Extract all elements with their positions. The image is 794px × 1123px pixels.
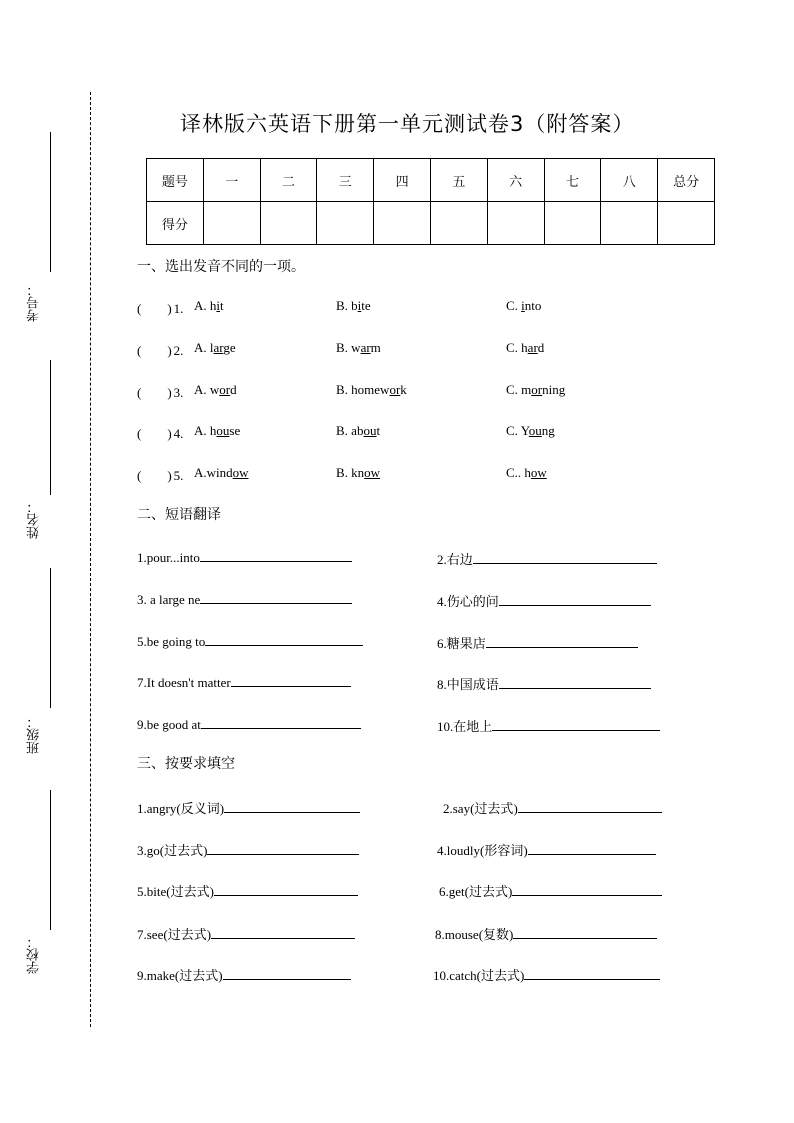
exam-number-label: 考号： <box>27 283 42 323</box>
fill-right: 6.get(过去式) <box>439 881 662 900</box>
phrase-en: 1.pour...into <box>137 549 352 566</box>
option-a: A. word <box>194 382 237 397</box>
score-cell[interactable] <box>260 202 317 245</box>
answer-blank[interactable] <box>528 842 656 855</box>
phrase-cn: 6.糖果店 <box>437 633 638 652</box>
answer-blank[interactable] <box>518 800 662 813</box>
class-line <box>50 568 51 708</box>
school-line <box>50 790 51 930</box>
school-label: 学校： <box>27 935 42 975</box>
score-col: 八 <box>601 159 658 202</box>
exam-number-line <box>50 132 51 272</box>
option-b: B. know <box>336 465 381 480</box>
answer-blank[interactable] <box>524 967 660 980</box>
answer-blank[interactable] <box>486 635 638 648</box>
class-label: 班级： <box>27 715 42 755</box>
answer-blank[interactable] <box>512 883 662 896</box>
fill-right: 8.mouse(复数) <box>435 924 657 943</box>
dashed-binding-line <box>90 92 91 1027</box>
fill-right: 4.loudly(形容词) <box>437 840 656 859</box>
phrase-cn: 4.伤心的问 <box>437 591 651 610</box>
section1-title: 一、选出发音不同的一项。 <box>137 259 305 275</box>
score-cell[interactable] <box>601 202 658 245</box>
answer-paren[interactable]: ( ) 5. <box>137 468 184 483</box>
score-table <box>146 158 715 245</box>
score-cell[interactable] <box>487 202 544 245</box>
option-b: B. warm <box>336 340 381 355</box>
option-c: C. Young <box>506 423 555 438</box>
phrase-en: 5.be going to <box>137 633 363 650</box>
score-col: 一 <box>203 159 260 202</box>
answer-blank[interactable] <box>231 674 351 687</box>
answer-paren[interactable]: ( ) 2. <box>137 343 184 358</box>
score-col: 三 <box>317 159 374 202</box>
score-table-score-row <box>147 202 715 245</box>
answer-blank[interactable] <box>224 800 360 813</box>
fill-left: 5.bite(过去式) <box>137 881 358 900</box>
answer-blank[interactable] <box>513 926 657 939</box>
fill-right: 10.catch(过去式) <box>433 965 660 984</box>
answer-blank[interactable] <box>473 551 657 564</box>
question-number: 2. <box>173 343 184 358</box>
answer-blank[interactable] <box>492 718 660 731</box>
option-b: B. bite <box>336 298 371 313</box>
score-col: 四 <box>374 159 431 202</box>
option-a: A.window <box>194 465 249 480</box>
answer-blank[interactable] <box>214 883 358 896</box>
score-row-label: 得分 <box>147 202 204 245</box>
fill-right: 2.say(过去式) <box>443 798 662 817</box>
score-cell[interactable] <box>658 202 715 245</box>
score-cell[interactable] <box>430 202 487 245</box>
phrase-en: 7.It doesn't matter <box>137 674 351 691</box>
answer-blank[interactable] <box>499 676 651 689</box>
fill-left: 7.see(过去式) <box>137 924 355 943</box>
question-number: 4. <box>173 426 184 441</box>
answer-paren[interactable]: ( ) 3. <box>137 385 184 400</box>
name-label: 姓名： <box>27 500 42 540</box>
answer-blank[interactable] <box>201 716 361 729</box>
option-b: B. homework <box>336 382 407 397</box>
answer-blank[interactable] <box>200 591 352 604</box>
score-col: 六 <box>487 159 544 202</box>
fill-left: 9.make(过去式) <box>137 965 351 984</box>
score-table-header-label: 题号 <box>147 159 204 202</box>
answer-blank[interactable] <box>211 926 355 939</box>
score-cell[interactable] <box>544 202 601 245</box>
phrase-en: 9.be good at <box>137 716 361 733</box>
answer-blank[interactable] <box>207 842 359 855</box>
answer-blank[interactable] <box>499 593 651 606</box>
question-number: 3. <box>173 385 184 400</box>
option-c: C. into <box>506 298 542 313</box>
page-title: 译林版六英语下册第一单元测试卷3（附答案） <box>180 112 635 136</box>
option-c: C.. how <box>506 465 547 480</box>
fill-left: 1.angry(反义词) <box>137 798 360 817</box>
option-a: A. large <box>194 340 236 355</box>
option-a: A. house <box>194 423 241 438</box>
score-cell[interactable] <box>374 202 431 245</box>
fill-left: 3.go(过去式) <box>137 840 359 859</box>
question-number: 5. <box>173 468 184 483</box>
phrase-cn: 8.中国成语 <box>437 674 651 693</box>
answer-blank[interactable] <box>205 633 363 646</box>
score-cell[interactable] <box>203 202 260 245</box>
answer-blank[interactable] <box>223 967 351 980</box>
phrase-en: 3. a large ne <box>137 591 352 608</box>
answer-paren[interactable]: ( ) 4. <box>137 426 184 441</box>
answer-blank[interactable] <box>200 549 352 562</box>
name-line <box>50 360 51 495</box>
section3-title: 三、按要求填空 <box>137 756 235 772</box>
option-a: A. hit <box>194 298 224 313</box>
score-col: 五 <box>430 159 487 202</box>
phrase-cn: 10.在地上 <box>437 716 660 735</box>
option-b: B. about <box>336 423 381 438</box>
score-col-total: 总分 <box>658 159 715 202</box>
score-cell[interactable] <box>317 202 374 245</box>
option-c: C. morning <box>506 382 566 397</box>
section2-title: 二、短语翻译 <box>137 507 221 523</box>
phrase-cn: 2.右边 <box>437 549 657 568</box>
answer-paren[interactable]: ( ) 1. <box>137 301 184 316</box>
score-col: 七 <box>544 159 601 202</box>
question-number: 1. <box>173 301 184 316</box>
option-c: C. hard <box>506 340 545 355</box>
score-col: 二 <box>260 159 317 202</box>
score-table-header-row <box>147 159 715 202</box>
